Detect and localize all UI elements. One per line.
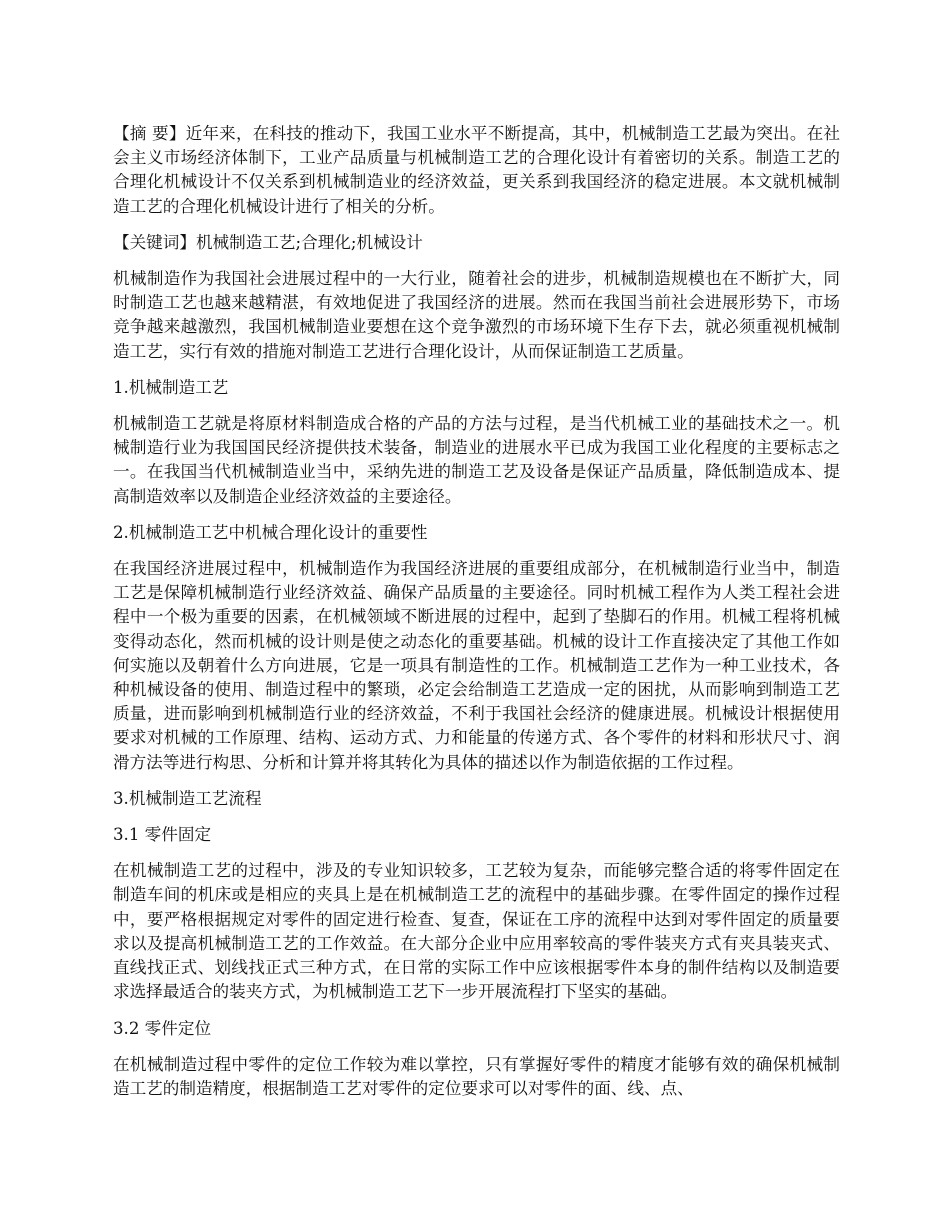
section-3-2-paragraph: 在机械制造过程中零件的定位工作较为难以掌控，只有掌握好零件的精度才能够有效的确保机械制造工艺的制造精度，根据制造工艺对零件的定位要求可以对零件的面、线、点、 (113, 1054, 840, 1098)
section-3-2-heading: 3.2 零件定位 (113, 1018, 212, 1038)
section-3-1-heading: 3.1 零件固定 (113, 825, 212, 845)
section-1-paragraph: 机械制造工艺就是将原材料制造成合格的产品的方法与过程，是当代机械工业的基础技术之一。机械制造行业为我国国民经济提供技术装备，制造业的进展水平已成为我国工业化程度的主要标志之一。在我国当代机械制造业当中，采纳先进的制造工艺及设备是保证产品质量，降低制造成本、提高制造效率以及制造企业经济效益的主要途径。 (113, 414, 840, 506)
keywords-paragraph: 【关键词】机械制造工艺;合理化;机械设计 (113, 232, 423, 252)
document-page (113, 122, 840, 1113)
section-3-1-paragraph: 在机械制造工艺的过程中，涉及的专业知识较多，工艺较为复杂，而能够完整合适的将零件固定在制造车间的机床或是相应的夹具上是在机械制造工艺的流程中的基础步骤。在零件固定的操作过程中，要严格根据规定对零件的固定进行检查、复查，保证在工序的流程中达到对零件固定的质量要求以及提高机械制造工艺的工作效益。在大部分企业中应用率较高的零件装夹方式有夹具装夹式、直线找正式、划线找正式三种方式，在日常的实际工作中应该根据零件本身的制件结构以及制造要求选择最适合的装夹方式，为机械制造工艺下一步开展流程打下坚实的基础。 (113, 861, 840, 1002)
intro-paragraph: 机械制造作为我国社会进展过程中的一大行业，随着社会的进步，机械制造规模也在不断扩大，同时制造工艺也越来越精湛，有效地促进了我国经济的进展。然而在我国当前社会进展形势下，市场竞争越来越激烈，我国机械制造业要想在这个竞争激烈的市场环境下生存下去，就必须重视机械制造工艺，实行有效的措施对制造工艺进行合理化设计，从而保证制造工艺质量。 (113, 269, 840, 361)
section-2-paragraph: 在我国经济进展过程中，机械制造作为我国经济进展的重要组成部分，在机械制造行业当中，制造工艺是保障机械制造行业经济效益、确保产品质量的主要途径。同时机械工程作为人类工程社会进程中一个极为重要的因素，在机械领域不断进展的过程中，起到了垫脚石的作用。机械工程将机械变得动态化，然而机械的设计则是使之动态化的重要基础。机械的设计工作直接决定了其他工作如何实施以及朝着什么方向进展，它是一项具有制造性的工作。机械制造工艺作为一种工业技术，各种机械设备的使用、制造过程中的繁琐，必定会给制造工艺造成一定的困扰，从而影响到制造工艺质量，进而影响到机械制造行业的经济效益，不利于我国社会经济的健康进展。机械设计根据使用要求对机械的工作原理、结构、运动方式、力和能量的传递方式、各个零件的材料和形状尺寸、润滑方法等进行构思、分析和计算并将其转化为具体的描述以作为制造依据的工作过程。 (113, 559, 840, 772)
abstract-paragraph: 【摘 要】近年来，在科技的推动下，我国工业水平不断提高，其中，机械制造工艺最为突出。在社会主义市场经济体制下，工业产品质量与机械制造工艺的合理化设计有着密切的关系。制造工艺的合理化机械设计不仅关系到机械制造业的经济效益，更关系到我国经济的稳定进展。本文就机械制造工艺的合理化机械设计进行了相关的分析。 (113, 124, 840, 216)
section-2-heading: 2.机械制造工艺中机械合理化设计的重要性 (113, 522, 428, 542)
section-3-heading: 3.机械制造工艺流程 (113, 788, 262, 808)
section-1-heading: 1.机械制造工艺 (113, 377, 229, 397)
